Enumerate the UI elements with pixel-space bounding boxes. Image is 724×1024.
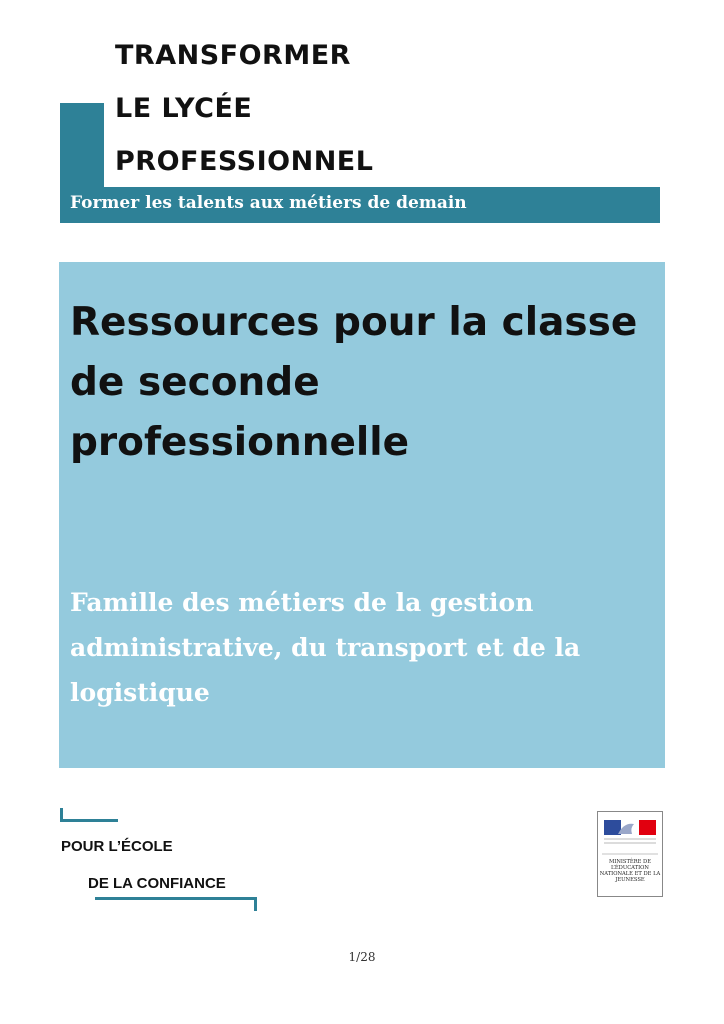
ministry-logo [597,811,663,897]
family-subtitle: Famille des métiers de la gestion administrative, du transport et de la logistique [70,588,581,707]
document-title: Ressources pour la classe de seconde professionnelle [70,300,638,465]
decorative-bracket-bottom [95,897,257,911]
page-number: 1/28 [348,950,376,964]
header-title-line-2: LE LYCÉE [115,93,253,124]
header-subtitle: Former les talents aux métiers de demain [70,193,467,213]
slogan-line-1: POUR L’ÉCOLE [61,838,173,855]
slogan-line-2: DE LA CONFIANCE [88,875,226,892]
marianne-logo-icon [598,812,662,858]
header-title-line-3: PROFESSIONNEL [115,146,374,177]
ministry-name: MINISTÈRE DE L’ÉDUCATION NATIONALE ET DE LA JEUNESSE [599,859,661,883]
decorative-bracket-top [60,808,118,822]
header-title-line-1: TRANSFORMER [115,40,351,71]
